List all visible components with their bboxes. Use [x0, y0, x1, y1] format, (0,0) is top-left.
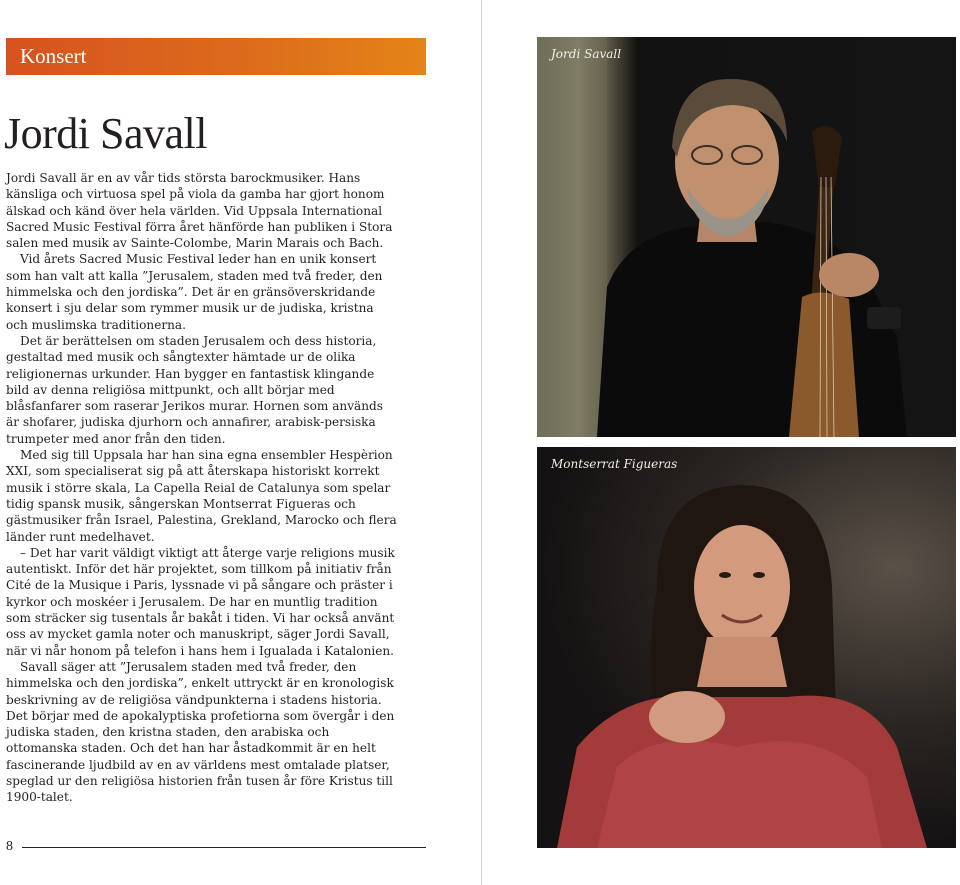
- section-label: Konsert: [20, 44, 87, 68]
- savall-portrait-illustration: [537, 37, 956, 437]
- photo-caption: Jordi Savall: [551, 47, 622, 61]
- article-body: [6, 170, 398, 806]
- footer-rule: [22, 847, 426, 848]
- photo-caption: Montserrat Figueras: [551, 457, 678, 471]
- section-header-bar: [6, 38, 426, 75]
- photo-jordi-savall: [537, 37, 956, 437]
- photo-montserrat-figueras: [537, 447, 956, 848]
- article-paragraph: Med sig till Uppsala har han sina egna ensembler Hespèrion XXI, som specialiserat sig på att återskapa historiskt korrekt musik i större skala, La Capella Reial de Catalunya som spelar tidig spansk musik, sångerskan Montserrat Figueras och gästmusiker från Israel, Palestina, Grekland, Marocko och flera länder runt medelhavet.: [6, 448, 397, 544]
- page-gutter: [481, 0, 482, 885]
- article-paragraph: Jordi Savall är en av vår tids största barockmusiker. Hans känsliga och virtuosa spel på viola da gamba har gjort honom älskad och känd över hela världen. Vid Uppsala International Sacred Music Festival förra året hänförde han publiken i Stora salen med musik av Sainte-Colombe, Marin Marais och Bach.: [6, 171, 393, 251]
- article-paragraph: Savall säger att ”Jerusalem staden med två freder, den himmelska och den jordiska”, enkelt uttryckt är en kronologisk beskrivning av de religiösa vändpunkterna i stadens historia. Det börjar med de apokalyptiska profetiorna som övergår i den judiska staden, den kristna staden, den arabiska och ottomanska staden. Och det han har åstadkommit är en helt fascinerande ljudbild av en av världens mest omtalade platser, speglad ur den religiösa historien från tusen år före Kristus till 1900-talet.: [6, 659, 395, 805]
- figueras-portrait-illustration: [537, 447, 956, 848]
- article-paragraph: Det är berättelsen om staden Jerusalem och dess historia, gestaltad med musik och sångtexter hämtade ur de olika religionernas urkunder. Han bygger en fantastisk klingande bild av denna religiösa mittpunkt, och allt börjar med blåsfanfarer som raserar Jerikos murar. Hornen som används är shofarer, judiska djurhorn och annafirer, arabisk-persiska trumpeter med anor från den tiden.: [6, 333, 383, 446]
- article-title: Jordi Savall: [4, 109, 207, 158]
- page-number: 8: [6, 839, 13, 854]
- article-paragraph: Vid årets Sacred Music Festival leder han en unik konsert som han valt att kalla ”Jerusalem, staden med två freder, den himmelska och den jordiska”. Det är en gränsöverskridande konsert i sju delar som rymmer musik ur de judiska, kristna och muslimska traditionerna.: [6, 252, 383, 332]
- article-paragraph: – Det har varit väldigt viktigt att återge varje religions musik autentiskt. Inför det här projektet, som tillkom på initiativ från Cité de la Musique i Paris, lyssnade vi på sångare och präster i kyrkor och moskéer i Jerusalem. De har en muntlig tradition som sträcker sig tusentals år bakåt i tiden. Vi har också använt oss av mycket gamla noter och manuskript, säger Jordi Savall, när vi når honom på telefon i hans hem i Igualada i Katalonien.: [6, 545, 395, 658]
